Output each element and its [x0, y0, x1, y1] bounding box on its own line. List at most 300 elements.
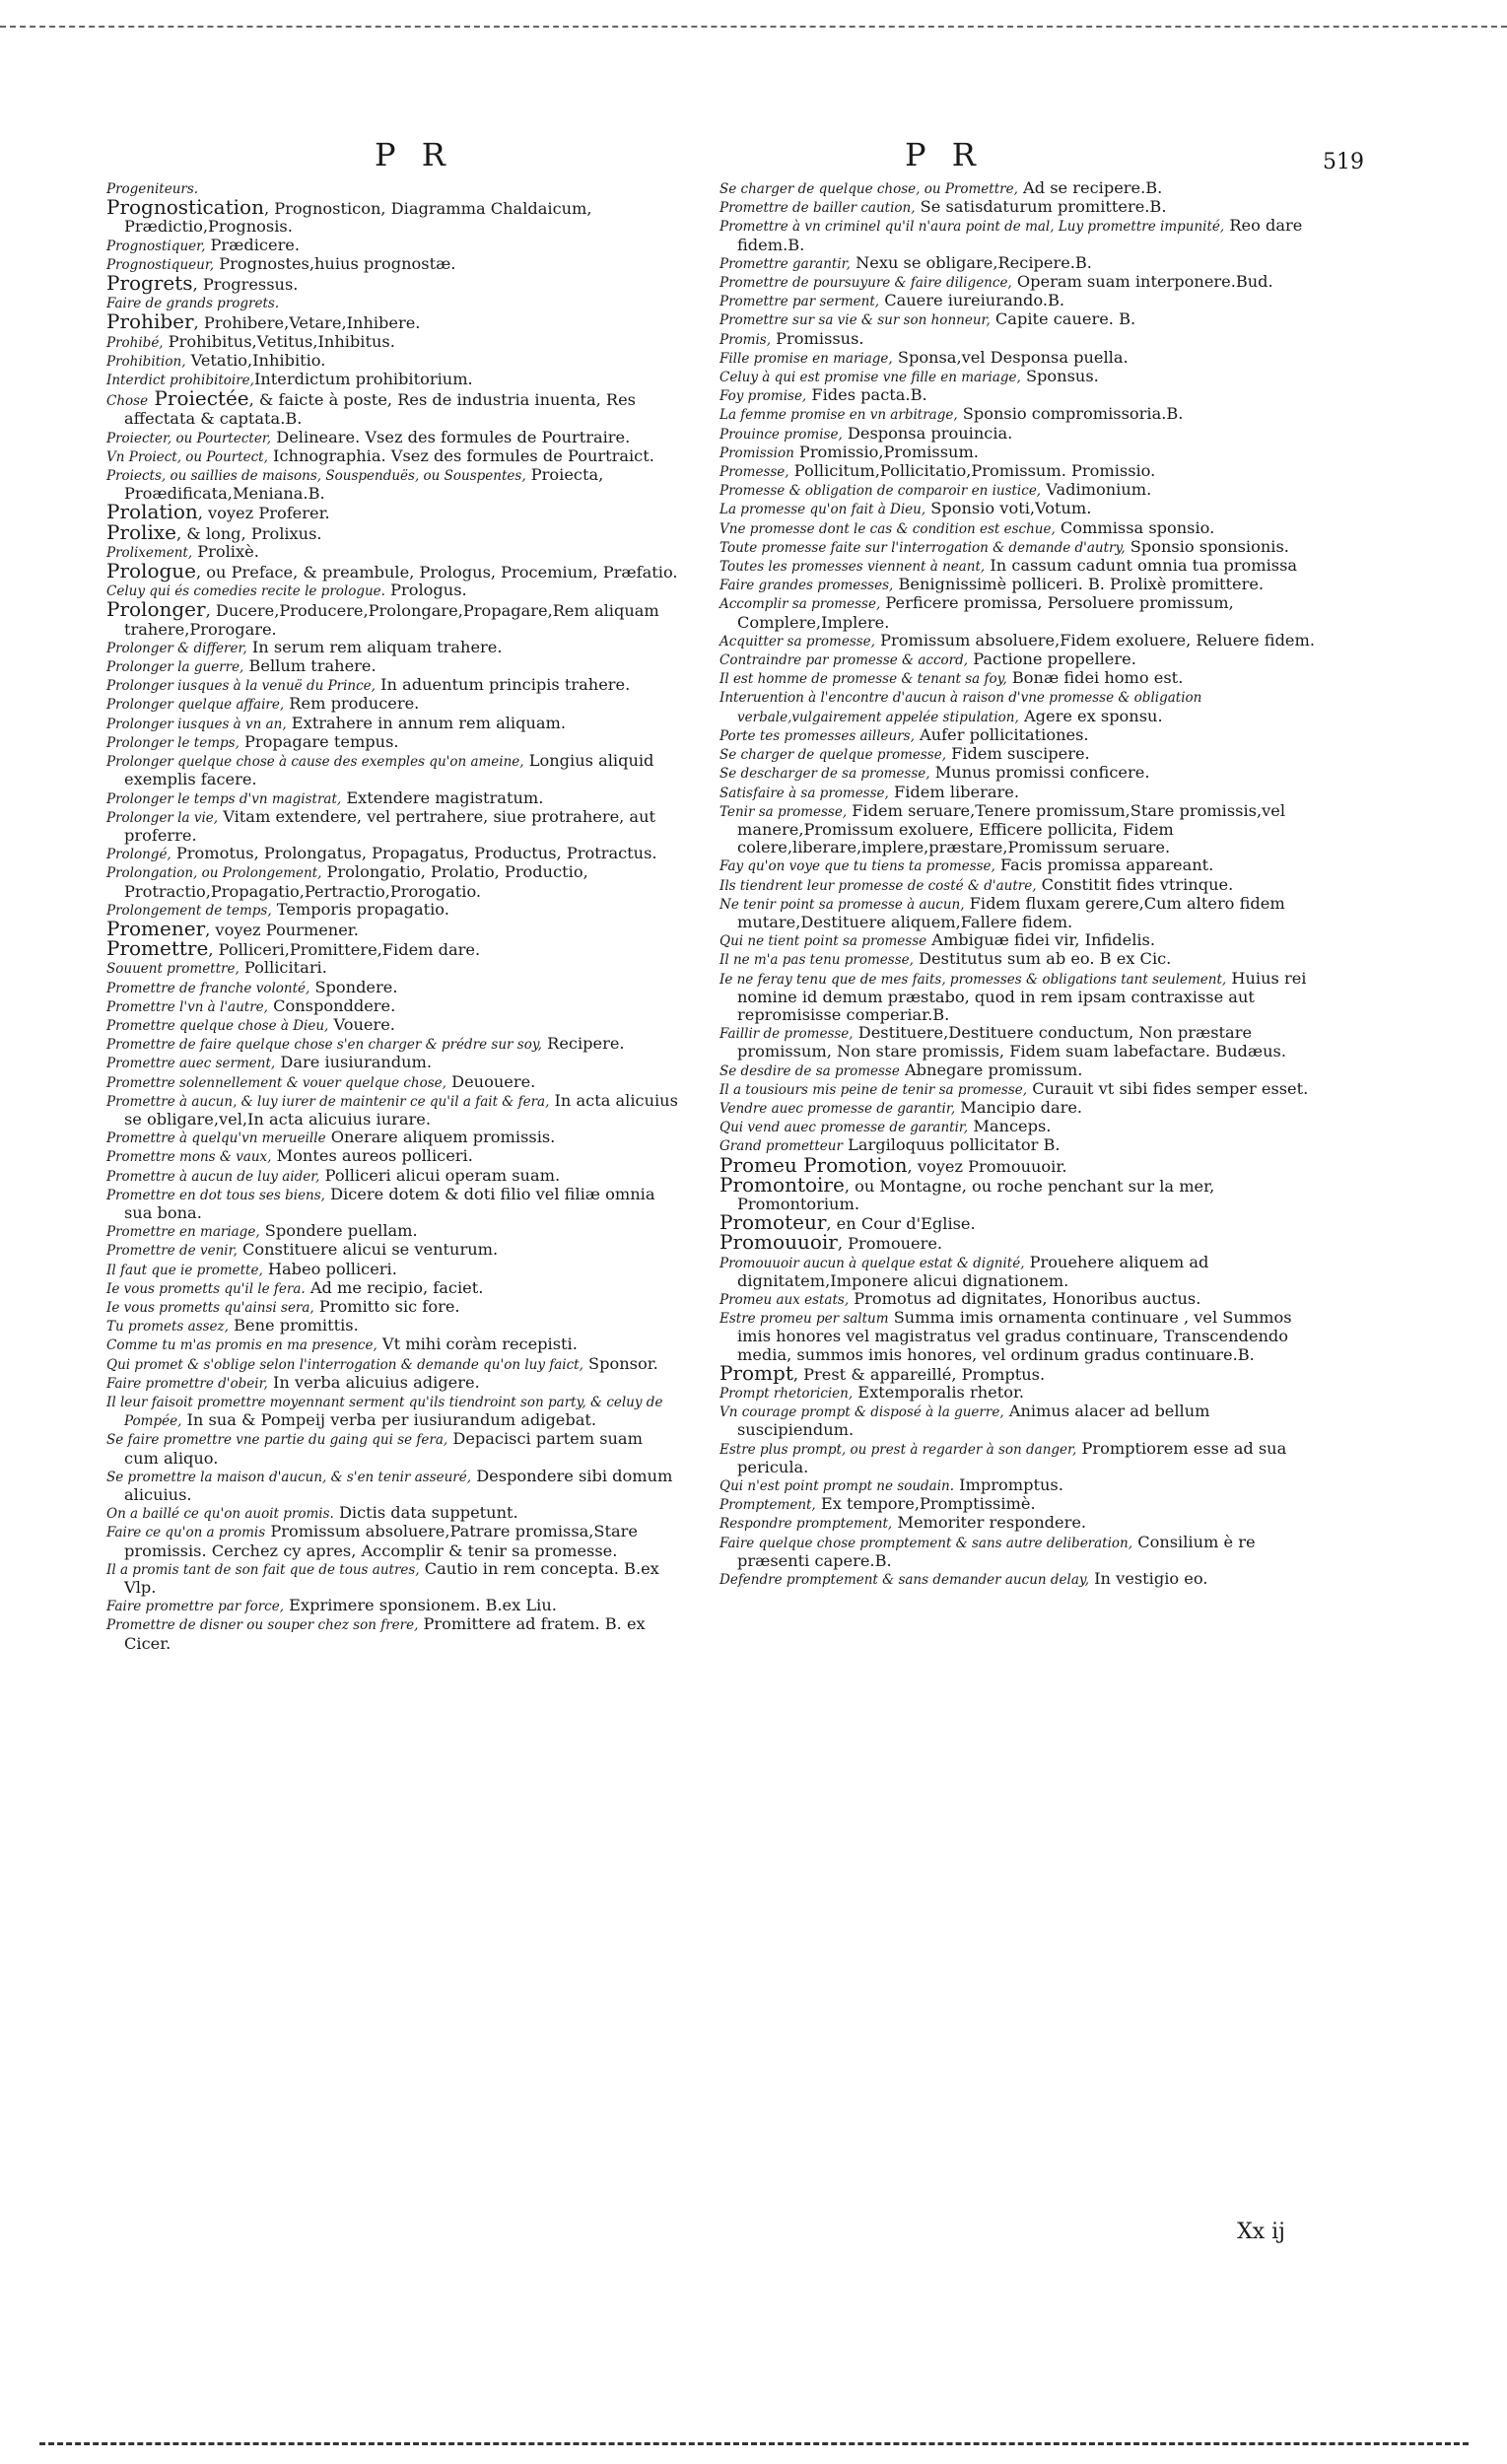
dictionary-entry: [106, 1355, 678, 1374]
dictionary-entry: [719, 444, 1323, 462]
entry-keyword: Prognostiqueur,: [106, 256, 215, 273]
entry-text: Promissum absoluere,Fidem exoluere, Reluere fidem.: [874, 630, 1316, 650]
dictionary-entry: [106, 1092, 678, 1129]
top-edge-rule: [0, 0, 1507, 28]
dictionary-entry: [719, 594, 1323, 631]
entry-keyword: Promettre de poursuyure & faire diligence,: [719, 275, 1012, 292]
entry-keyword: Porte tes promesses ailleurs,: [719, 727, 915, 744]
entry-text: Pollicitum,Pollicitatio,Promissum. Promissio.: [788, 461, 1156, 481]
entry-text: Destitutus sum ab eo. B ex Cic.: [913, 949, 1172, 969]
running-head-left: P R: [375, 136, 453, 173]
entry-text: Sponsio compromissoria.B.: [957, 404, 1184, 424]
entry-keyword: Prompt rhetoricien,: [719, 1386, 854, 1402]
entry-text: Sponsor.: [582, 1353, 658, 1373]
dictionary-entry: [719, 650, 1323, 669]
entry-keyword: Promettre solennellement & vouer quelque chose,: [106, 1074, 446, 1091]
dictionary-entry: [719, 950, 1323, 969]
entry-text: , ou Montagne, ou roche penchant sur la mer, Promontorium.: [737, 1176, 1215, 1213]
dictionary-entry: [106, 1035, 678, 1054]
entry-text: , Prohibere,Vetare,Inhibere.: [193, 313, 421, 333]
entry-keyword: Prolonger quelque chose à cause des exemples qu'on ameine,: [106, 754, 524, 771]
dictionary-entry: [719, 1172, 1323, 1213]
dictionary-entry: [106, 1261, 678, 1279]
entry-text: Mancipio dare.: [955, 1097, 1083, 1117]
entry-headword: Progrets: [106, 271, 193, 296]
dictionary-entry: [106, 657, 678, 676]
entry-keyword: Ie ne feray tenu que de mes faits, promesses & obligations tant seulement,: [719, 971, 1227, 988]
entry-text: Habeo polliceri.: [262, 1259, 397, 1278]
entry-keyword: Acquitter sa promesse,: [719, 633, 875, 650]
entry-keyword: Prolongé,: [106, 847, 171, 863]
entry-headword: Prolonger: [106, 597, 206, 622]
entry-text: Pollicitari.: [239, 958, 327, 978]
entry-keyword: Tenir sa promesse,: [719, 803, 848, 820]
entry-keyword: Il a tousiours mis peine de tenir sa promesse,: [719, 1081, 1028, 1098]
entry-keyword: Se charger de quelque promesse,: [719, 747, 946, 764]
dictionary-entry: [106, 715, 678, 733]
entry-text: Rem producere.: [284, 694, 420, 714]
entry-keyword: Faire promettre d'obeir,: [106, 1375, 268, 1392]
entry-keyword: Fille promise en mariage,: [719, 350, 893, 367]
entry-keyword: Vn courage prompt & disposé à la guerre,: [719, 1404, 1004, 1421]
dictionary-entry: [106, 466, 678, 503]
entry-keyword: Estre promeu per saltum: [719, 1311, 889, 1328]
entry-text: In sua & Pompeij verba per iusiurandum adigebat.: [181, 1410, 597, 1430]
entry-text: Spondere puellam.: [259, 1221, 418, 1241]
dictionary-entry: [719, 1118, 1323, 1136]
entry-text: Prouehere aliquem ad dignitatem,Imponere alicui dignationem.: [737, 1252, 1209, 1290]
entry-keyword: Promettre à vn criminel qu'il n'aura point de mal, Luy promettre impunité,: [719, 219, 1225, 236]
page-number: 519: [1323, 150, 1364, 174]
entry-text: In verba alicuius adigere.: [267, 1372, 480, 1392]
entry-keyword: Qui n'est point prompt ne soudain.: [719, 1478, 955, 1495]
dictionary-entry: [106, 352, 678, 371]
entry-headword: Prognostication: [106, 195, 264, 220]
entry-keyword: Se descharger de sa promesse,: [719, 766, 930, 783]
entry-text: Extendere magistratum.: [341, 787, 544, 807]
entry-keyword: Prognostiquer,: [106, 238, 206, 254]
dictionary-entry: [106, 1222, 678, 1241]
entry-text: Spondere.: [309, 977, 398, 996]
dictionary-entry: [106, 997, 678, 1016]
dictionary-entry: [719, 292, 1323, 310]
entry-text: Se satisdaturum promittere.B.: [915, 197, 1167, 217]
dictionary-entry: [719, 462, 1323, 481]
dictionary-entry: [719, 931, 1323, 950]
entry-text: Pactione propellere.: [968, 650, 1136, 669]
dictionary-entry: [719, 217, 1323, 253]
entry-text: In aduentum principis trahere.: [375, 675, 631, 695]
dictionary-entry: [719, 1254, 1323, 1290]
entry-text: Largiloquus pollicitator B.: [842, 1135, 1061, 1155]
entry-text: Cautio in rem concepta. B.ex Vlp.: [124, 1558, 659, 1598]
entry-text: , voyez Proferer.: [197, 504, 330, 523]
entry-text: Agere ex sponsu.: [1018, 706, 1163, 725]
entry-text: Extemporalis rhetor.: [853, 1383, 1025, 1402]
dictionary-entry: [719, 273, 1323, 292]
dictionary-entry: [719, 310, 1323, 329]
entry-keyword: Promettre sur sa vie & sur son honneur,: [719, 312, 991, 329]
entry-text: Bonæ fidei homo est.: [1006, 668, 1184, 688]
entry-keyword: Prolonger le temps,: [106, 734, 240, 751]
entry-text: Prædicere.: [205, 235, 301, 254]
entry-text: Promitto sic fore.: [313, 1296, 460, 1316]
entry-keyword: Promeu aux estats,: [719, 1291, 850, 1308]
entry-text: Facis promissa appareant.: [994, 856, 1214, 875]
entry-headword: Prompt: [719, 1360, 793, 1385]
dictionary-entry: [106, 1167, 678, 1186]
bottom-edge-rule: [39, 2442, 1469, 2451]
dictionary-entry: [719, 254, 1323, 273]
entry-keyword: Promettre de franche volonté,: [106, 980, 310, 996]
entry-text: Animus alacer ad bellum suscipiendum.: [737, 1402, 1210, 1440]
entry-text: Interdictum prohibitorium.: [253, 370, 473, 389]
entry-text: Memoriter respondere.: [892, 1513, 1087, 1533]
dictionary-entry: [719, 970, 1323, 1025]
entry-keyword: Prolongation, ou Prolongement,: [106, 865, 322, 882]
dictionary-entry: [719, 1230, 1323, 1255]
entry-text: Summa imis ornamenta continuare , vel Summos imis honores vel magistratus vel gradus continuare, Transcendendo media, summos imis honores, vel ordinum gradus continuare.B.: [737, 1308, 1292, 1364]
entry-text: Prohibitus,Vetitus,Inhibitus.: [163, 331, 395, 351]
entry-text: Fidem suscipere.: [946, 744, 1090, 764]
entry-text: Ex tempore,Promptissimè.: [815, 1494, 1036, 1514]
entry-text: Fidem liberare.: [888, 782, 1019, 801]
dictionary-entry: [106, 597, 678, 639]
dictionary-entry: [719, 895, 1323, 931]
entry-keyword: Proiecter, ou Pourtecter,: [106, 430, 272, 446]
entry-text: Delineare. Vsez des formules de Pourtraire.: [271, 427, 631, 446]
dictionary-entry: [719, 1024, 1323, 1061]
entry-keyword: Vendre auec promesse de garantir,: [719, 1100, 956, 1117]
entry-keyword: Promettre l'vn à l'autre,: [106, 998, 268, 1015]
dictionary-entry: [106, 237, 678, 255]
entry-text: Deuouere.: [445, 1071, 536, 1091]
entry-keyword: Promettre de venir,: [106, 1243, 238, 1260]
dictionary-entry: [106, 1430, 678, 1467]
dictionary-entry: [719, 179, 1323, 198]
entry-text: Destituere,Destituere conductum, Non præstare promissum, Non stare promissis, Fidem suam labefactare. Budæus.: [737, 1023, 1286, 1061]
entry-keyword: Proiects, ou saillies de maisons, Souspenduës, ou Souspentes,: [106, 468, 526, 485]
entry-text: Manceps.: [968, 1117, 1052, 1136]
dictionary-entry: [719, 500, 1323, 518]
entry-keyword: Promesse,: [719, 464, 789, 481]
entry-text: In cassum cadunt omnia tua promissa: [985, 556, 1298, 576]
entry-keyword: Se promettre la maison d'aucun, & s'en tenir asseuré,: [106, 1469, 472, 1485]
entry-text: Extrahere in annum rem aliquam.: [286, 713, 567, 732]
entry-keyword: Grand prometteur: [719, 1138, 843, 1155]
entry-keyword: Faire de grands progrets.: [106, 296, 280, 312]
entry-keyword: Faire ce qu'on a promis: [106, 1525, 266, 1541]
entry-text: Impromptus.: [954, 1475, 1063, 1495]
entry-keyword: Accomplir sa promesse,: [719, 596, 881, 613]
dictionary-entry: [106, 559, 678, 583]
dictionary-entry: [106, 695, 678, 714]
entry-headword: Promoteur: [719, 1210, 827, 1235]
entry-keyword: Chose: [106, 393, 149, 410]
entry-keyword: Promptement,: [719, 1497, 816, 1514]
dictionary-entry: [719, 876, 1323, 895]
dictionary-entry: [106, 1298, 678, 1317]
dictionary-entry: [106, 845, 678, 863]
entry-keyword: Faillir de promesse,: [719, 1026, 854, 1043]
entry-text: Vadimonium.: [1041, 480, 1152, 500]
dictionary-entry: [719, 1476, 1323, 1495]
dictionary-entry: [719, 1099, 1323, 1118]
entry-text: , Prest & appareillé, Promptus.: [792, 1364, 1046, 1384]
dictionary-entry: [719, 368, 1323, 386]
entry-keyword: Estre plus prompt, ou prest à regarder à son danger,: [719, 1441, 1077, 1458]
dictionary-entry: [106, 808, 678, 845]
dictionary-entry: [719, 1384, 1323, 1403]
entry-text: Vt mihi coràm recepisti.: [377, 1335, 578, 1354]
entry-text: Vetatio,Inhibitio.: [185, 350, 326, 370]
entry-text: , Polliceri,Promittere,Fidem dare.: [208, 940, 481, 960]
dictionary-entry: [106, 1279, 678, 1298]
dictionary-entry: [719, 632, 1323, 650]
entry-keyword: Tu promets assez,: [106, 1319, 229, 1335]
entry-text: Despondere sibi domum alicuius.: [124, 1466, 673, 1505]
entry-keyword: Promettre de faire quelque chose s'en charger & prédre sur soy,: [106, 1037, 542, 1054]
dictionary-entry: [719, 745, 1323, 764]
dictionary-entry: [106, 1054, 678, 1072]
entry-text: Promissio,Promissum.: [793, 442, 979, 461]
entry-keyword: Prolonger iusques à vn an,: [106, 716, 287, 732]
entry-keyword: Foy promise,: [719, 388, 807, 405]
entry-keyword: Faire quelque chose promptement & sans autre deliberation,: [719, 1535, 1133, 1551]
dictionary-entry: [719, 856, 1323, 875]
entry-text: Munus promissi conficere.: [929, 763, 1150, 783]
dictionary-entry: [106, 733, 678, 752]
dictionary-entry: [719, 1360, 1323, 1385]
entry-text: Benignissimè polliceri. B. Prolixè promittere.: [893, 575, 1265, 594]
dictionary-entry: [719, 198, 1323, 217]
entry-keyword: Vn Proiect, ou Pourtect,: [106, 448, 268, 465]
entry-text: Prolongatio, Prolatio, Productio, Protractio,Propagatio,Pertractio,Prorogatio.: [124, 862, 588, 901]
entry-text: Consilium è re præsenti capere.B.: [737, 1532, 1256, 1570]
entry-keyword: Souuent promettre,: [106, 961, 240, 978]
entry-text: Temporis propagatio.: [271, 899, 449, 919]
dictionary-entry: [106, 959, 678, 978]
dictionary-entry: [719, 1290, 1323, 1309]
entry-text: Ad se recipere.B.: [1017, 178, 1163, 197]
dictionary-entry: [719, 405, 1323, 424]
dictionary-entry: [719, 1495, 1323, 1514]
entry-text: Fides pacta.B.: [806, 385, 927, 405]
entry-text: Perficere promissa, Persoluere promissum, Complere,Implere.: [737, 593, 1234, 632]
entry-keyword: Prouince promise,: [719, 426, 843, 443]
entry-keyword: Promettre à aucun de luy aider,: [106, 1168, 320, 1185]
entry-keyword: La femme promise en vn arbitrage,: [719, 407, 958, 424]
right-column: [719, 179, 1323, 1589]
entry-text: Sponsa,vel Desponsa puella.: [892, 347, 1129, 367]
entry-text: Fidem seruare,Tenere promissum,Stare promissis,vel manere,Promissum exoluere, Efficere pollicita, Fidem colere,liberare,implere,præstare,Promissum seruare.: [737, 800, 1286, 857]
entry-keyword: Defendre promptement & sans demander aucun delay,: [719, 1572, 1090, 1589]
entry-text: Propagare tempus.: [239, 731, 399, 751]
entry-text: Depacisci partem suam cum aliquo.: [124, 1429, 643, 1468]
dictionary-entry: [106, 789, 678, 808]
entry-text: , Prognosticon, Diagramma Chaldaicum, Prædictio,Prognosis.: [124, 199, 592, 237]
entry-headword: Prolixe: [106, 519, 176, 544]
entry-text: Ad me recipio, faciet.: [305, 1277, 484, 1297]
entry-text: Constitit fides vtrinque.: [1036, 874, 1234, 894]
dictionary-entry: [719, 557, 1323, 576]
entry-keyword: Promettre de disner ou souper chez son frere,: [106, 1617, 419, 1634]
entry-keyword: Promettre quelque chose à Dieu,: [106, 1017, 329, 1034]
entry-keyword: Promission: [719, 445, 794, 461]
entry-text: Reo dare fidem.B.: [737, 216, 1303, 254]
entry-keyword: Prohibé,: [106, 334, 164, 351]
dictionary-entry: [106, 1615, 678, 1652]
entry-keyword: Promettre mons & vaux,: [106, 1149, 272, 1166]
entry-text: Exprimere sponsionem. B.ex Liu.: [284, 1596, 557, 1615]
entry-text: , voyez Promouuoir.: [907, 1156, 1067, 1176]
entry-text: Longius aliquid exemplis facere.: [124, 751, 654, 789]
entry-text: Ambiguæ fidei vir, Infidelis.: [926, 930, 1155, 950]
entry-keyword: Il ne m'a pas tenu promesse,: [719, 952, 914, 969]
entry-headword: Promettre: [106, 936, 209, 961]
entry-keyword: Celuy à qui est promise vne fille en mariage,: [719, 370, 1021, 386]
dictionary-entry: [106, 1523, 678, 1559]
entry-keyword: Il leur faisoit promettre moyennant serment qu'ils tiendroint son party, & celuy de Pompée,: [106, 1395, 663, 1430]
entry-text: Abnegare promissum.: [899, 1060, 1083, 1079]
entry-keyword: Se desdire de sa promesse: [719, 1062, 900, 1079]
entry-keyword: Se faire promettre vne partie du gaing qui se fera,: [106, 1432, 448, 1449]
entry-headword: Promontoire: [719, 1172, 845, 1197]
entry-keyword: Toutes les promesses viennent à neant,: [719, 559, 986, 576]
dictionary-entry: [106, 1504, 678, 1523]
entry-keyword: Promettre à quelqu'vn merueille: [106, 1130, 326, 1147]
entry-text: Operam suam interponere.Bud.: [1011, 272, 1273, 292]
entry-text: In serum rem aliquam trahere.: [246, 637, 503, 656]
entry-keyword: Toute promesse faite sur l'interrogation & demande d'autry,: [719, 539, 1126, 556]
dictionary-entry: [719, 802, 1323, 857]
entry-text: Huius rei nomine id demum præstabo, quod in rem ipsam contraxisse aut repromisisse comperiar.B.: [737, 968, 1307, 1024]
entry-keyword: Respondre promptement,: [719, 1516, 893, 1533]
entry-text: Nexu se obligare,Recipere.B.: [850, 252, 1092, 272]
dictionary-entry: [719, 1534, 1323, 1570]
entry-text: Vouere.: [328, 1014, 395, 1034]
entry-text: Dicere dotem & doti filio vel filiæ omnia sua bona.: [124, 1184, 655, 1222]
entry-text: Promptiorem esse ad sua pericula.: [737, 1438, 1287, 1476]
signature-mark: Xx ij: [1237, 2220, 1285, 2244]
dictionary-entry: [106, 1597, 678, 1615]
dictionary-entry: [106, 1560, 678, 1597]
entry-keyword: Promettre garantir,: [719, 255, 851, 272]
dictionary-entry: [106, 936, 678, 961]
dictionary-entry: [106, 271, 678, 296]
entry-text: In acta alicuius se obligare,vel,In acta alicuius iurare.: [124, 1090, 678, 1129]
entry-keyword: Prolonger iusques à la venuë du Prince,: [106, 678, 376, 695]
entry-headword: Promener: [106, 916, 206, 940]
dictionary-entry: [719, 669, 1323, 688]
entry-keyword: Prolonger & differer,: [106, 640, 247, 656]
entry-text: Bene promittis.: [228, 1316, 359, 1335]
entry-text: Prolixè.: [192, 541, 259, 561]
dictionary-entry: [106, 1393, 678, 1430]
entry-text: , en Cour d'Eglise.: [826, 1214, 976, 1234]
dictionary-entry: [719, 726, 1323, 745]
dictionary-entry: [719, 386, 1323, 405]
dictionary-entry: [106, 979, 678, 997]
dictionary-entry: [106, 333, 678, 352]
entry-text: Aufer pollicitationes.: [914, 724, 1089, 744]
dictionary-entry: [719, 576, 1323, 594]
dictionary-entry: [719, 1403, 1323, 1439]
entry-text: Bellum trahere.: [243, 656, 377, 676]
entry-text: Proiecta, Proædificata,Meniana.B.: [124, 465, 604, 504]
dictionary-entry: [106, 1374, 678, 1393]
entry-keyword: Fay qu'on voye que tu tiens ta promesse,: [719, 858, 995, 875]
entry-text: Promotus ad dignitates, Honoribus auctus.: [849, 1288, 1201, 1308]
entry-keyword: Promesse & obligation de comparoir en iustice,: [719, 483, 1042, 500]
dictionary-entry: [719, 784, 1323, 802]
dictionary-entry: [106, 500, 678, 524]
dictionary-entry: [719, 1514, 1323, 1533]
entry-keyword: Prolonger le temps d'vn magistrat,: [106, 790, 342, 807]
entry-keyword: Faire grandes promesses,: [719, 578, 894, 594]
dictionary-entry: [106, 1186, 678, 1222]
dictionary-entry: [106, 519, 678, 544]
entry-headword: Prohiber: [106, 309, 194, 334]
entry-text: Sponsio voti,Votum.: [925, 499, 1092, 518]
dictionary-entry: [719, 425, 1323, 444]
entry-headword: Proiectée: [148, 386, 249, 411]
entry-text: Polliceri alicui operam suam.: [319, 1165, 561, 1185]
dictionary-entry: [106, 1147, 678, 1166]
entry-keyword: Qui ne tient point sa promesse: [719, 933, 927, 950]
entry-keyword: Prolonger quelque affaire,: [106, 697, 285, 714]
dictionary-entry: [106, 1468, 678, 1504]
dictionary-entry: [106, 863, 678, 900]
entry-keyword: Prolixement,: [106, 544, 193, 561]
entry-text: Commissa sponsio.: [1055, 517, 1215, 537]
dictionary-entry: [106, 309, 678, 334]
running-head-right: P R: [905, 136, 984, 173]
entry-keyword: Satisfaire à sa promesse,: [719, 785, 889, 801]
dictionary-entry: [719, 538, 1323, 557]
entry-keyword: Interdict prohibitoire,: [106, 373, 254, 389]
entry-keyword: Prolongement de temps,: [106, 902, 272, 919]
dictionary-entry: [106, 752, 678, 788]
dictionary-entry: [106, 386, 678, 429]
entry-text: Dare iusiurandum.: [275, 1053, 433, 1072]
dictionary-entry: [719, 481, 1323, 500]
entry-text: Curauit vt sibi fides semper esset.: [1027, 1078, 1309, 1098]
entry-text: Montes aureos polliceri.: [271, 1146, 473, 1166]
entry-keyword: Ie vous prometts qu'il le fera.: [106, 1280, 306, 1297]
entry-keyword: Promis,: [719, 331, 772, 348]
entry-keyword: Promettre auec serment,: [106, 1056, 276, 1072]
entry-keyword: Faire promettre par force,: [106, 1599, 285, 1615]
entry-text: Consponddere.: [267, 995, 396, 1015]
entry-text: Dictis data suppetunt.: [333, 1503, 518, 1523]
entry-keyword: Comme tu m'as promis en ma presence,: [106, 1337, 377, 1354]
dictionary-entry: [719, 1440, 1323, 1476]
entry-keyword: Contraindre par promesse & accord,: [719, 652, 969, 669]
entry-text: Prologus.: [384, 581, 467, 600]
entry-keyword: Prolonger la guerre,: [106, 659, 244, 676]
left-column: [106, 179, 678, 1653]
dictionary-entry: [719, 1061, 1323, 1080]
entry-text: Promittere ad fratem. B. ex Cicer.: [124, 1614, 646, 1653]
entry-keyword: Promettre en dot tous ses biens,: [106, 1187, 325, 1203]
entry-headword: Prolation: [106, 500, 198, 524]
dictionary-entry: [106, 1073, 678, 1092]
entry-text: , Progressus.: [192, 275, 299, 295]
entry-text: , & faicte à poste, Res de industria inuenta, Res affectata & captata.B.: [124, 390, 636, 429]
entry-text: Promissus.: [771, 328, 864, 348]
entry-text: Ichnographia. Vsez des formules de Pourtraict.: [267, 445, 654, 465]
